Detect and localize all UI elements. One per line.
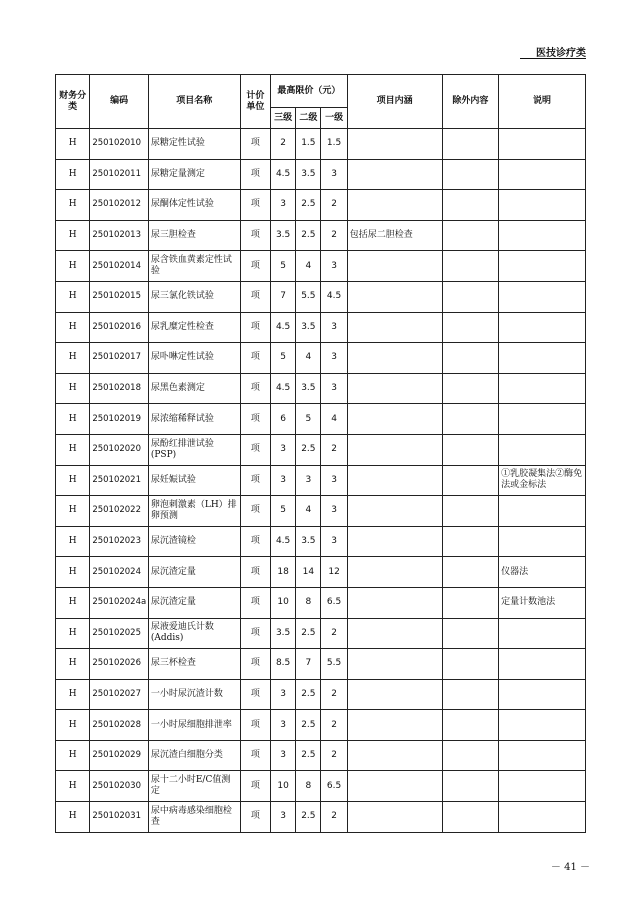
price-level3-cell: 18 [271, 557, 296, 588]
price-level3-cell: 3 [271, 465, 296, 496]
price-level2-cell: 2.5 [296, 434, 321, 465]
price-level2-cell: 4 [296, 251, 321, 282]
price-level2-cell: 2.5 [296, 740, 321, 771]
note-cell [499, 343, 586, 374]
exclude-cell [442, 220, 499, 251]
code-cell: 250102023 [90, 526, 149, 557]
price-level1-cell: 3 [321, 159, 347, 190]
code-cell: 250102024a [90, 587, 149, 618]
code-cell: 250102013 [90, 220, 149, 251]
content-cell [347, 343, 442, 374]
price-level3-cell: 4.5 [271, 373, 296, 404]
exclude-cell [442, 526, 499, 557]
unit-cell: 项 [240, 190, 270, 221]
unit-cell: 项 [240, 373, 270, 404]
unit-cell: 项 [240, 220, 270, 251]
price-level2-cell: 3.5 [296, 159, 321, 190]
price-level1-cell: 6.5 [321, 587, 347, 618]
unit-cell: 项 [240, 649, 270, 680]
unit-cell: 项 [240, 679, 270, 710]
content-cell [347, 587, 442, 618]
note-cell [499, 526, 586, 557]
content-cell [347, 557, 442, 588]
header-rule [520, 58, 586, 59]
fin-class-cell: H [56, 129, 90, 160]
price-level2-cell: 2.5 [296, 802, 321, 833]
code-cell: 250102029 [90, 740, 149, 771]
exclude-cell [442, 281, 499, 312]
price-level3-cell: 3 [271, 740, 296, 771]
header-note: 说明 [499, 75, 586, 129]
note-cell [499, 220, 586, 251]
table-row [56, 129, 586, 160]
unit-cell: 项 [240, 771, 270, 802]
note-cell: 定量计数池法 [499, 587, 586, 618]
price-level1-cell: 4.5 [321, 281, 347, 312]
fin-class-cell: H [56, 220, 90, 251]
price-level3-cell: 5 [271, 343, 296, 374]
exclude-cell [442, 496, 499, 527]
table-row [56, 526, 586, 557]
content-cell [347, 710, 442, 741]
note-cell [499, 404, 586, 435]
fin-class-cell: H [56, 740, 90, 771]
price-level1-cell: 2 [321, 220, 347, 251]
code-cell: 250102030 [90, 771, 149, 802]
price-level2-cell: 2.5 [296, 710, 321, 741]
name-cell: 卵泡刺激素（LH）排卵预测 [148, 496, 240, 527]
note-cell [499, 618, 586, 649]
table-row [56, 465, 586, 496]
note-cell [499, 373, 586, 404]
price-level3-cell: 5 [271, 496, 296, 527]
fin-class-cell: H [56, 159, 90, 190]
code-cell: 250102010 [90, 129, 149, 160]
exclude-cell [442, 434, 499, 465]
content-cell [347, 434, 442, 465]
exclude-cell [442, 802, 499, 833]
note-cell [499, 312, 586, 343]
price-level2-cell: 4 [296, 343, 321, 374]
price-level1-cell: 3 [321, 373, 347, 404]
price-level1-cell: 2 [321, 740, 347, 771]
price-level1-cell: 3 [321, 312, 347, 343]
price-level2-cell: 2.5 [296, 190, 321, 221]
content-cell [347, 404, 442, 435]
unit-cell: 项 [240, 740, 270, 771]
fin-class-cell: H [56, 434, 90, 465]
table-row [56, 587, 586, 618]
content-cell: 包括尿二胆检查 [347, 220, 442, 251]
code-cell: 250102017 [90, 343, 149, 374]
header-level1: 一级 [321, 108, 347, 129]
exclude-cell [442, 129, 499, 160]
fin-class-cell: H [56, 649, 90, 680]
note-cell [499, 190, 586, 221]
price-level1-cell: 3 [321, 496, 347, 527]
content-cell [347, 618, 442, 649]
unit-cell: 项 [240, 496, 270, 527]
price-level3-cell: 3 [271, 190, 296, 221]
unit-cell: 项 [240, 129, 270, 160]
code-cell: 250102020 [90, 434, 149, 465]
page-number: － 41 － [550, 862, 590, 873]
price-level2-cell: 7 [296, 649, 321, 680]
fin-class-cell: H [56, 557, 90, 588]
table-row [56, 618, 586, 649]
table-row [56, 802, 586, 833]
price-level2-cell: 4 [296, 496, 321, 527]
price-level3-cell: 3 [271, 434, 296, 465]
fin-class-cell: H [56, 587, 90, 618]
name-cell: 尿液爱迪氏计数(Addis) [148, 618, 240, 649]
fin-class-cell: H [56, 404, 90, 435]
code-cell: 250102021 [90, 465, 149, 496]
header-unit: 计价单位 [240, 75, 270, 129]
exclude-cell [442, 740, 499, 771]
name-cell: 尿卟啉定性试验 [148, 343, 240, 374]
name-cell: 尿黑色素测定 [148, 373, 240, 404]
price-level2-cell: 3.5 [296, 373, 321, 404]
table-row [56, 649, 586, 680]
content-cell [347, 373, 442, 404]
fee-table [55, 74, 586, 833]
fin-class-cell: H [56, 679, 90, 710]
table-row [56, 190, 586, 221]
price-level2-cell: 3.5 [296, 312, 321, 343]
price-level1-cell: 3 [321, 526, 347, 557]
exclude-cell [442, 771, 499, 802]
price-level1-cell: 2 [321, 618, 347, 649]
content-cell [347, 190, 442, 221]
content-cell [347, 679, 442, 710]
price-level3-cell: 3.5 [271, 618, 296, 649]
price-level1-cell: 2 [321, 434, 347, 465]
price-level2-cell: 5.5 [296, 281, 321, 312]
content-cell [347, 802, 442, 833]
unit-cell: 项 [240, 802, 270, 833]
note-cell [499, 159, 586, 190]
header-exclude: 除外内容 [442, 75, 499, 129]
exclude-cell [442, 587, 499, 618]
price-level1-cell: 1.5 [321, 129, 347, 160]
price-level3-cell: 5 [271, 251, 296, 282]
exclude-cell [442, 649, 499, 680]
exclude-cell [442, 159, 499, 190]
unit-cell: 项 [240, 557, 270, 588]
code-cell: 250102014 [90, 251, 149, 282]
unit-cell: 项 [240, 434, 270, 465]
note-cell [499, 496, 586, 527]
header-level3: 三级 [271, 108, 296, 129]
code-cell: 250102024 [90, 557, 149, 588]
note-cell [499, 649, 586, 680]
table-row [56, 220, 586, 251]
unit-cell: 项 [240, 618, 270, 649]
code-cell: 250102012 [90, 190, 149, 221]
price-level3-cell: 4.5 [271, 159, 296, 190]
name-cell: 尿沉渣定量 [148, 557, 240, 588]
note-cell [499, 771, 586, 802]
note-cell [499, 434, 586, 465]
unit-cell: 项 [240, 251, 270, 282]
content-cell [347, 771, 442, 802]
table-row [56, 251, 586, 282]
unit-cell: 项 [240, 404, 270, 435]
name-cell: 尿糖定量测定 [148, 159, 240, 190]
table-row [56, 312, 586, 343]
unit-cell: 项 [240, 281, 270, 312]
content-cell [347, 526, 442, 557]
fin-class-cell: H [56, 802, 90, 833]
note-cell [499, 129, 586, 160]
code-cell: 250102018 [90, 373, 149, 404]
fin-class-cell: H [56, 251, 90, 282]
name-cell: 尿妊娠试验 [148, 465, 240, 496]
name-cell: 尿三胆检查 [148, 220, 240, 251]
code-cell: 250102025 [90, 618, 149, 649]
fin-class-cell: H [56, 343, 90, 374]
name-cell: 尿酮体定性试验 [148, 190, 240, 221]
price-level2-cell: 3 [296, 465, 321, 496]
name-cell: 尿沉渣定量 [148, 587, 240, 618]
code-cell: 250102027 [90, 679, 149, 710]
price-level1-cell: 5.5 [321, 649, 347, 680]
name-cell: 一小时尿细胞排泄率 [148, 710, 240, 741]
price-level3-cell: 2 [271, 129, 296, 160]
table-row [56, 404, 586, 435]
unit-cell: 项 [240, 587, 270, 618]
code-cell: 250102026 [90, 649, 149, 680]
fin-class-cell: H [56, 710, 90, 741]
table-row [56, 281, 586, 312]
note-cell [499, 802, 586, 833]
note-cell [499, 251, 586, 282]
price-level3-cell: 4.5 [271, 312, 296, 343]
price-level3-cell: 3 [271, 802, 296, 833]
exclude-cell [442, 679, 499, 710]
price-level2-cell: 2.5 [296, 618, 321, 649]
content-cell [347, 649, 442, 680]
unit-cell: 项 [240, 159, 270, 190]
price-level1-cell: 3 [321, 465, 347, 496]
document-category: 医技诊疗类 [536, 48, 586, 59]
exclude-cell [442, 251, 499, 282]
code-cell: 250102019 [90, 404, 149, 435]
price-level2-cell: 2.5 [296, 679, 321, 710]
exclude-cell [442, 190, 499, 221]
price-level1-cell: 2 [321, 679, 347, 710]
name-cell: 尿糖定性试验 [148, 129, 240, 160]
header-level2: 二级 [296, 108, 321, 129]
content-cell [347, 465, 442, 496]
fin-class-cell: H [56, 465, 90, 496]
header-max-price: 最高限价（元） [271, 75, 348, 108]
content-cell [347, 312, 442, 343]
unit-cell: 项 [240, 312, 270, 343]
table-row [56, 771, 586, 802]
name-cell: 尿十二小时E/C值测定 [148, 771, 240, 802]
table-row [56, 557, 586, 588]
content-cell [347, 496, 442, 527]
name-cell: 尿沉渣白细胞分类 [148, 740, 240, 771]
fin-class-cell: H [56, 312, 90, 343]
table-row [56, 343, 586, 374]
header-content: 项目内涵 [347, 75, 442, 129]
price-level2-cell: 8 [296, 587, 321, 618]
table-row [56, 159, 586, 190]
fin-class-cell: H [56, 526, 90, 557]
price-level3-cell: 3 [271, 679, 296, 710]
note-cell [499, 740, 586, 771]
name-cell: 尿酚红排泄试验(PSP) [148, 434, 240, 465]
price-level1-cell: 2 [321, 710, 347, 741]
code-cell: 250102022 [90, 496, 149, 527]
content-cell [347, 740, 442, 771]
price-level1-cell: 2 [321, 802, 347, 833]
table-row [56, 740, 586, 771]
exclude-cell [442, 618, 499, 649]
table-row [56, 496, 586, 527]
content-cell [347, 281, 442, 312]
header-code: 编码 [90, 75, 149, 129]
content-cell [347, 129, 442, 160]
name-cell: 尿三氯化铁试验 [148, 281, 240, 312]
table-row [56, 679, 586, 710]
content-cell [347, 251, 442, 282]
name-cell: 尿沉渣镜检 [148, 526, 240, 557]
name-cell: 尿三杯检查 [148, 649, 240, 680]
note-cell [499, 679, 586, 710]
note-cell: 仪器法 [499, 557, 586, 588]
price-level3-cell: 3 [271, 710, 296, 741]
content-cell [347, 159, 442, 190]
price-level3-cell: 6 [271, 404, 296, 435]
note-cell [499, 710, 586, 741]
unit-cell: 项 [240, 526, 270, 557]
price-level3-cell: 10 [271, 771, 296, 802]
exclude-cell [442, 373, 499, 404]
name-cell: 尿含铁血黄素定性试验 [148, 251, 240, 282]
price-level2-cell: 3.5 [296, 526, 321, 557]
code-cell: 250102028 [90, 710, 149, 741]
exclude-cell [442, 557, 499, 588]
header-fin-class: 财务分类 [56, 75, 90, 129]
code-cell: 250102011 [90, 159, 149, 190]
note-cell [499, 281, 586, 312]
table-row [56, 710, 586, 741]
price-level2-cell: 8 [296, 771, 321, 802]
code-cell: 250102015 [90, 281, 149, 312]
exclude-cell [442, 312, 499, 343]
price-level1-cell: 3 [321, 343, 347, 374]
fin-class-cell: H [56, 618, 90, 649]
exclude-cell [442, 343, 499, 374]
fin-class-cell: H [56, 190, 90, 221]
price-level1-cell: 4 [321, 404, 347, 435]
fin-class-cell: H [56, 281, 90, 312]
note-cell: ①乳胶凝集法②酶免法或金标法 [499, 465, 586, 496]
fin-class-cell: H [56, 373, 90, 404]
price-level3-cell: 4.5 [271, 526, 296, 557]
price-level3-cell: 3.5 [271, 220, 296, 251]
name-cell: 尿中病毒感染细胞检查 [148, 802, 240, 833]
price-level2-cell: 2.5 [296, 220, 321, 251]
name-cell: 一小时尿沉渣计数 [148, 679, 240, 710]
price-level2-cell: 14 [296, 557, 321, 588]
code-cell: 250102031 [90, 802, 149, 833]
table-row [56, 373, 586, 404]
price-level1-cell: 6.5 [321, 771, 347, 802]
exclude-cell [442, 465, 499, 496]
fin-class-cell: H [56, 771, 90, 802]
price-level3-cell: 8.5 [271, 649, 296, 680]
exclude-cell [442, 710, 499, 741]
price-level3-cell: 10 [271, 587, 296, 618]
unit-cell: 项 [240, 465, 270, 496]
price-level2-cell: 1.5 [296, 129, 321, 160]
price-level1-cell: 3 [321, 251, 347, 282]
code-cell: 250102016 [90, 312, 149, 343]
table-row [56, 434, 586, 465]
name-cell: 尿乳糜定性检查 [148, 312, 240, 343]
exclude-cell [442, 404, 499, 435]
price-level1-cell: 12 [321, 557, 347, 588]
price-level3-cell: 7 [271, 281, 296, 312]
unit-cell: 项 [240, 710, 270, 741]
header-name: 项目名称 [148, 75, 240, 129]
price-level2-cell: 5 [296, 404, 321, 435]
name-cell: 尿浓缩稀释试验 [148, 404, 240, 435]
fin-class-cell: H [56, 496, 90, 527]
price-level1-cell: 2 [321, 190, 347, 221]
unit-cell: 项 [240, 343, 270, 374]
